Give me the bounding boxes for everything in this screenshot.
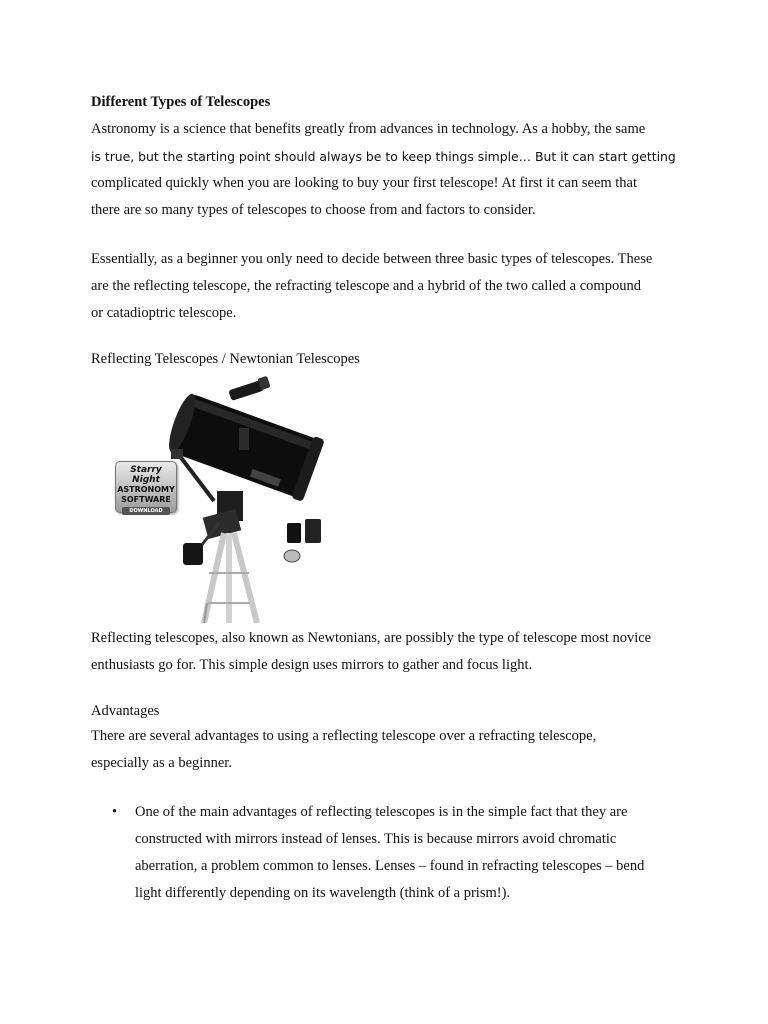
advantages-line: especially as a beginner. [91,755,232,771]
bullet-line: light differently depending on its wavelength (think of a prism!). [135,885,511,901]
paragraph-gap [91,679,691,701]
telescope-image [109,373,329,623]
advantages-paragraph [91,723,691,777]
badge-line: DOWNLOAD [122,507,170,515]
badge-line: SOFTWARE [121,495,171,504]
software-badge [115,461,177,513]
intro-paragraph [91,116,691,224]
document-title: Different Types of Telescopes [91,94,271,110]
section-heading: Reflecting Telescopes / Newtonian Telescopes [91,351,360,367]
intro-line: complicated quickly when you are looking to buy your first telescope! At first it can seem that [91,175,638,191]
bullet-line: aberration, a problem common to lenses. Lenses – found in refracting telescopes – bend [135,858,645,874]
advantages-list [91,799,691,907]
types-line: are the reflecting telescope, the refracting telescope and a hybrid of the two called a compound [91,278,641,294]
bullet-icon: • [112,804,118,820]
paragraph-gap [91,224,691,246]
types-paragraph [91,246,691,327]
advantages-line: There are several advantages to using a reflecting telescope over a refracting telescope, [91,728,597,744]
badge-line: ASTRONOMY [117,485,175,494]
list-item [91,799,691,907]
bullet-line: constructed with mirrors instead of lenses. This is because mirrors avoid chromatic [135,831,617,847]
document-page [91,92,691,907]
intro-line: Astronomy is a science that benefits greatly from advances in technology. As a hobby, the same [91,121,646,137]
intro-line: is true, but the starting point should always be to keep things simple… But it can start getting [91,149,676,164]
types-line: Essentially, as a beginner you only need to decide between three basic types of telescopes. These [91,251,653,267]
bullet-line: One of the main advantages of reflecting telescopes is in the simple fact that they are [135,804,628,820]
reflecting-line: Reflecting telescopes, also known as Newtonians, are possibly the type of telescope most novice [91,630,652,646]
types-line: or catadioptric telescope. [91,305,237,321]
badge-line: Starry Night [130,465,162,485]
paragraph-gap [91,777,691,799]
intro-line: there are so many types of telescopes to choose from and factors to consider. [91,202,536,218]
advantages-heading: Advantages [91,703,160,719]
reflecting-paragraph [91,625,691,679]
reflecting-line: enthusiasts go for. This simple design uses mirrors to gather and focus light. [91,657,533,673]
paragraph-gap [91,327,691,349]
